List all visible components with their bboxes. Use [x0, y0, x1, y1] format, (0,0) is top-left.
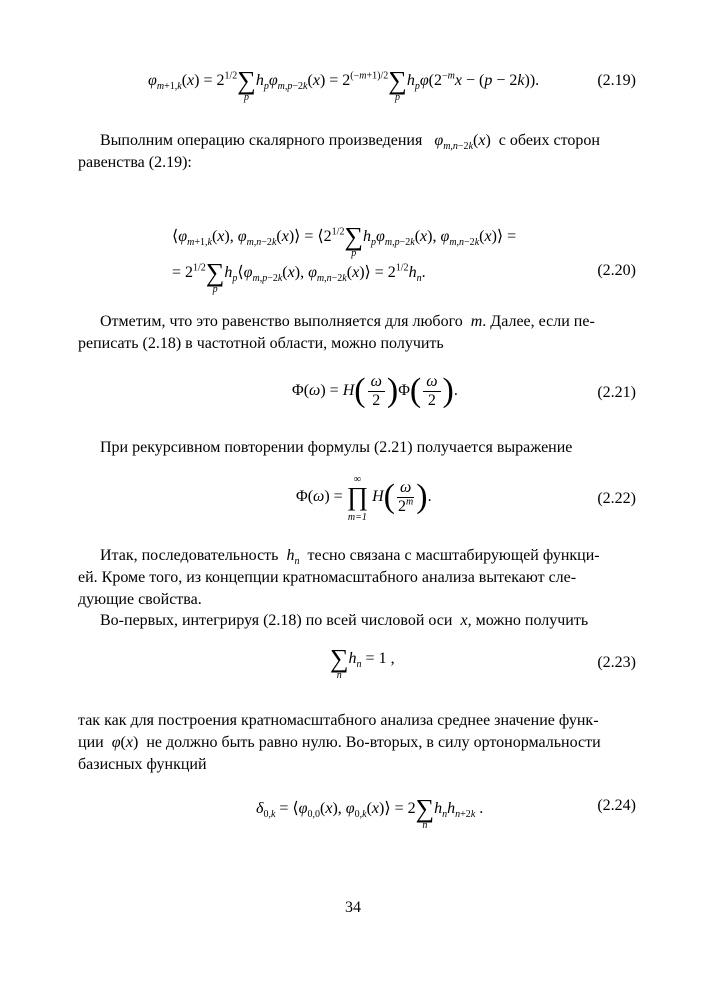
p4-line3: дующие свойства.: [78, 591, 202, 608]
equation-number-2-23: (2.23): [597, 654, 636, 671]
paragraph-1: Выполним операцию скалярного произведения $\varphi_{m,n-2k}(x)$ с обеих сторон равенства (2.19):: [78, 132, 600, 171]
p1-line1: Выполним операцию скалярного произведения: [100, 132, 423, 149]
symbol-n: n: [294, 556, 300, 568]
p4-line1-b: тесно связана с масштабирующей функци-: [307, 547, 600, 564]
equation-number-2-24: (2.24): [597, 797, 636, 814]
p1-line2: равенства (2.19):: [78, 154, 192, 171]
symbol-h: h: [286, 547, 295, 564]
p6-line1: так как для построения кратномасштабного анализа среднее значение функ-: [78, 712, 599, 729]
p1-tail: с обеих сторон: [498, 132, 600, 149]
p4-line2: ей. Кроме того, из концепции кратномасштабного анализа вытекают сле-: [78, 569, 577, 586]
p2-line2: реписать (2.18) в частотной области, можно получить: [78, 335, 444, 352]
equation-2-24: $\delta_{0,k}$ = $⟨\varphi_{0,0}(x)$, $\varphi_{0,k}(x)⟩ = 2\sum$ n $h_nh_{n+2k}$ .: [256, 794, 484, 831]
equation-2-20-line2: = $2^{1/2}\sum$ p $h_p⟨\varphi_{m,p-2k}(x)$, $\varphi_{m,n-2k}(x)⟩ = 2^{1/2}h_n$.: [172, 258, 426, 295]
p4-line1-a: Итак, последовательность: [100, 547, 279, 564]
p2-line1: Отметим, что это равенство выполняется для любого: [100, 313, 463, 330]
p5-b: , можно получить: [467, 612, 589, 629]
equation-number-2-19: (2.19): [597, 72, 636, 89]
equation-number-2-21: (2.21): [597, 384, 636, 401]
p2-line1-tail: . Далее, если пе-: [482, 313, 595, 330]
equation-number-2-22: (2.22): [597, 490, 636, 507]
page-number: 34: [345, 899, 361, 916]
p6-line2-a: ции: [78, 734, 104, 751]
paragraph-2: [78, 311, 635, 355]
equation-2-23: ∑ n $h_n = 1$ ,: [330, 644, 395, 681]
equation-2-22: Φ(ω) = ∏ m=1 ∞ H( $\frac{\omega}{2^m}$ ).: [296, 474, 432, 523]
paragraph-6: так как для построения кратномасштабного анализа среднее значение функ- ции φ(x) не должно быть равно нулю. Во-вторых, в силу ортонормальности базисных функций: [78, 712, 601, 773]
symbol-m: m: [470, 313, 483, 330]
equation-number-2-20: (2.20): [597, 262, 636, 279]
paragraph-4: [78, 545, 635, 611]
equation-2-19: $\varphi_{m+1,k}(x) = 2^{1/2}\sum$ p $h_p\varphi_{m,p-2k}(x) = 2^{(-m+1)/2}\sum$ p $h_p\varphi(2^{-m}x - (p - 2k))$.: [148, 66, 540, 103]
equation-2-21: Φ(ω) = H( $\frac{\omega}{2}$ )Φ( $\frac{\omega}{2}$ ).: [292, 372, 458, 409]
symbol-x: x: [460, 612, 468, 629]
equation-2-20-line1: $⟨\varphi_{m+1,k}(x)$, $\varphi_{m,n-2k}(x)⟩$ = $⟨2^{1/2}\sum$ p $h_p\varphi_{m,p-2k}(x)$, $\varphi_{m,n-2k}(x)⟩$ =: [172, 222, 517, 259]
p5-a: Во-первых, интегрируя (2.18) по всей числовой оси: [100, 612, 453, 629]
p6-line2-b: не должно быть равно нулю. Во-вторых, в силу ортонормальности: [146, 734, 601, 751]
paragraph-3: [78, 437, 635, 459]
p6-line3: базисных функций: [78, 756, 207, 773]
paragraph-5: [78, 610, 635, 632]
p3-text: При рекурсивном повторении формулы (2.21) получается выражение: [100, 439, 573, 456]
